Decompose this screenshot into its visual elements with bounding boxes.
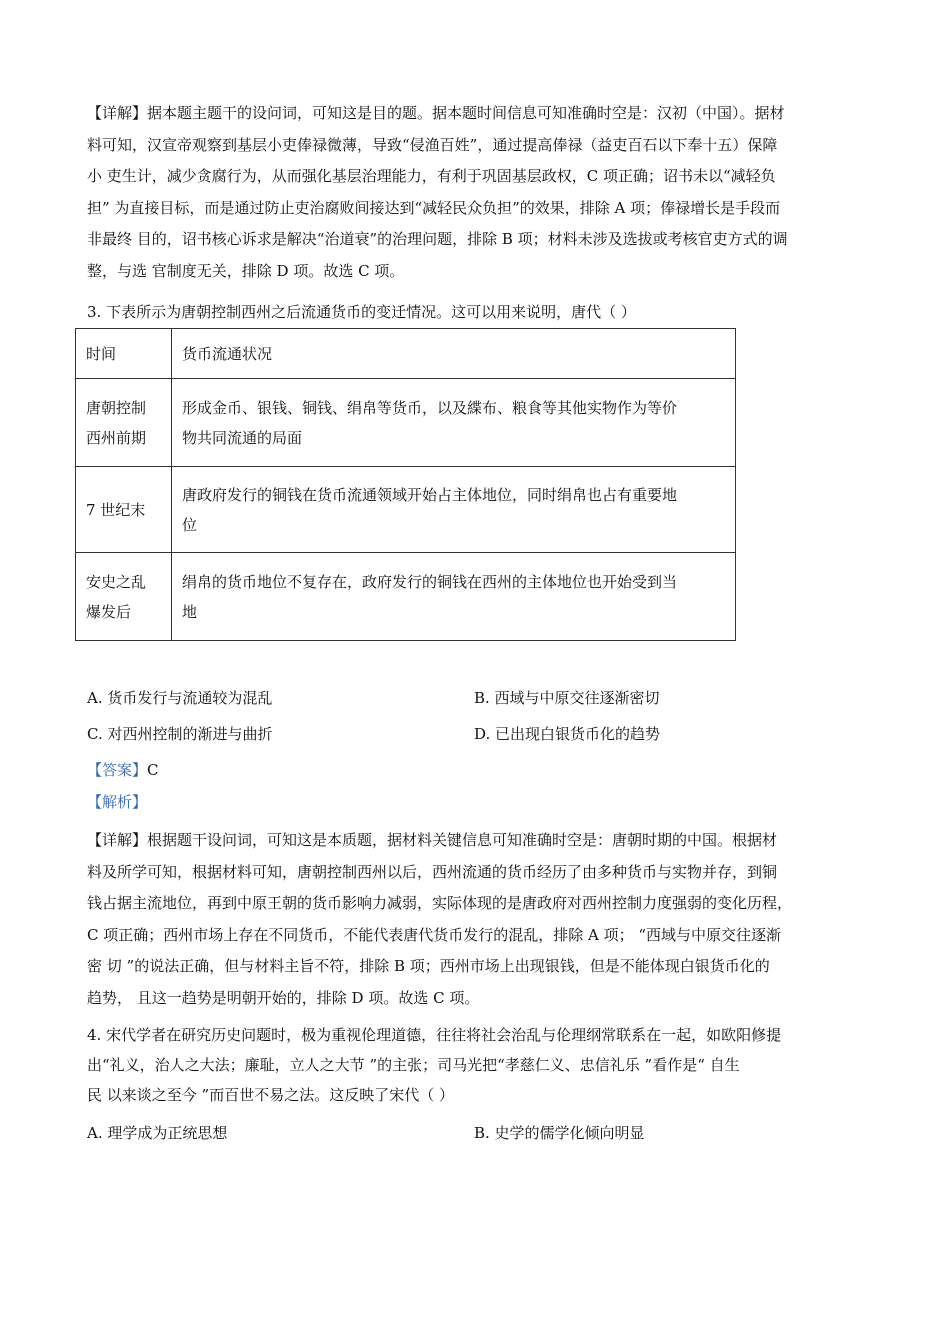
detail-line: 趋势， 且这一趋势是明朝开始的，排除 D 项。故选 C 项。 <box>87 988 480 1007</box>
table-row <box>76 553 736 641</box>
table-cell-time: 安史之乱 爆发后 <box>76 553 172 641</box>
table-header-row <box>76 329 736 379</box>
table-cell-status: 形成金币、银钱、铜钱、绢帛等货币，以及緤布、粮食等其他实物作为等价 物共同流通的局面 <box>172 379 736 467</box>
table-cell-status: 唐政府发行的铜钱在货币流通领域开始占主体地位，同时绢帛也占有重要地 位 <box>172 467 736 553</box>
table-row <box>76 379 736 467</box>
q3-option-c: C. 对西州控制的渐进与曲折 <box>87 725 273 743</box>
detail-line: 小 吏生计，减少贪腐行为，从而强化基层治理能力，有利于巩固基层政权，C 项正确；诏书未以“减轻负 <box>87 167 776 185</box>
detail-line: 整，与选 官制度无关，排除 D 项。故选 C 项。 <box>87 261 405 280</box>
detail-line: C 项正确；西州市场上存在不同货币，不能代表唐代货币发行的混乱，排除 A 项； “西域与中原交往逐渐 <box>87 925 782 944</box>
q3-option-a: A. 货币发行与流通较为混乱 <box>87 689 273 707</box>
detail-line: 料及所学可知，根据材料可知，唐朝控制西州以后，西州流通的货币经历了由多种货币与实物并存，到铜 <box>87 862 778 881</box>
detail-line: 钱占据主流地位，再到中原王朝的货币影响力减弱，实际体现的是唐政府对西州控制力度强弱的变化历程， <box>87 894 793 912</box>
q3-option-d: D. 已出现白银货币化的趋势 <box>474 725 661 743</box>
stem-line: 出“礼义，治人之大法；廉耻，立人之大节 ”的主张；司马光把“孝慈仁义、忠信礼乐 ”看作是“ 自生 <box>87 1056 740 1074</box>
q3-analysis-tag: 【解析】 <box>87 793 148 811</box>
question-4-stem <box>87 1020 867 1110</box>
q4-option-a: A. 理学成为正统思想 <box>87 1124 228 1142</box>
q3-detail-paragraph <box>87 825 867 1014</box>
question-3-stem: 3. 下表所示为唐朝控制西州之后流通货币的变迁情况。这可以用来说明，唐代（ ） <box>87 303 636 321</box>
previous-detail-paragraph <box>87 98 867 287</box>
detail-line: 【详解】根据题干设问词，可知这是本质题，据材料关键信息可知准确时空是：唐朝时期的中国。根据材 <box>87 831 778 849</box>
stem-line: 民 以来谈之至今 ”而百世不易之法。这反映了宋代（ ） <box>87 1086 454 1104</box>
table-header-status: 货币流通状况 <box>172 329 736 379</box>
q3-answer <box>87 758 159 782</box>
detail-line: 料可知，汉宣帝观察到基层小吏俸禄微薄，导致“侵渔百姓”，通过提高俸禄（益吏百石以下奉十五）保障 <box>87 135 778 154</box>
table-header-time: 时间 <box>76 329 172 379</box>
detail-line: 担” 为直接目标，而是通过防止吏治腐败间接达到“减轻民众负担”的效果，排除 A 项；俸禄增长是手段而 <box>87 198 781 217</box>
answer-tag: 【答案】 <box>87 761 148 779</box>
table-row <box>76 467 736 553</box>
detail-line: 非最终 目的，诏书核心诉求是解决“治道衰”的治理问题，排除 B 项；材料未涉及选拔或考核官吏方式的调 <box>87 230 788 248</box>
detail-line: 密 切 ”的说法正确，但与材料主旨不符，排除 B 项；西州市场上出现银钱，但是不能体现白银货币化的 <box>87 957 770 975</box>
q4-option-b: B. 史学的儒学化倾向明显 <box>474 1124 645 1142</box>
stem-line: 4. 宋代学者在研究历史问题时，极为重视伦理道德，往往将社会治乱与伦理纲常联系在一起，如欧阳修提 <box>87 1026 782 1044</box>
q3-option-b: B. 西域与中原交往逐渐密切 <box>474 689 660 707</box>
table-cell-status: 绢帛的货币地位不复存在，政府发行的铜钱在西州的主体地位也开始受到当 地 <box>172 553 736 641</box>
table-cell-time: 7 世纪末 <box>76 467 172 553</box>
table-cell-time: 唐朝控制 西州前期 <box>76 379 172 467</box>
detail-line: 【详解】据本题主题干的设问词，可知这是目的题。据本题时间信息可知准确时空是：汉初（中国）。据材 <box>87 104 785 122</box>
answer-value: C <box>147 761 159 779</box>
currency-table <box>75 328 736 641</box>
